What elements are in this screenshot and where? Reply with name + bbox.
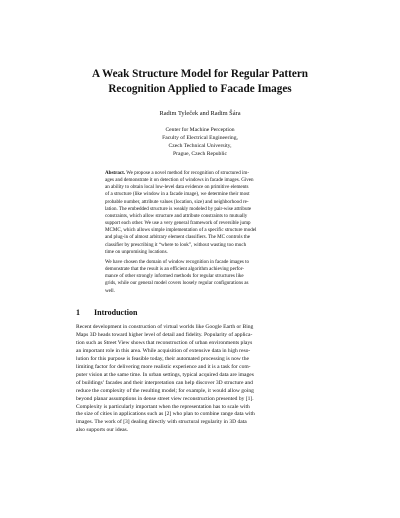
abstract-line: of a structure (like window in a facade image), we determine their most	[105, 191, 250, 198]
section-heading	[76, 308, 137, 318]
abstract-line: MCMC, which allows simple implementation of a specific structure model	[105, 227, 257, 234]
body-text	[76, 324, 324, 435]
abstract-line: classifier by prescribing it “where to look”, without wasting too much	[105, 241, 247, 248]
affiliation	[0, 126, 400, 158]
abstract-line: ages and demonstrate it on detection of windows in facade images. Given	[105, 177, 254, 184]
abstract-keyword: Abstract.	[105, 170, 126, 176]
section-number: 1	[76, 308, 80, 317]
title-line: A Weak Structure Model for Regular Pattern	[91, 68, 309, 80]
title-line: Recognition Applied to Facade Images	[108, 83, 292, 95]
body-line: limiting factor for delivering more realistic experience and it is a task for com-	[76, 363, 251, 370]
body-line: Recent development in construction of virtual worlds like Google Earth or Bing	[76, 324, 254, 330]
body-line: puter vision at the same time. In urban settings, typical acquired data are images	[76, 371, 254, 378]
abstract-line: an ability to obtain local low-level data evidence on primitive elements	[105, 184, 249, 191]
body-line: of buildings’ facades and their interpretation can help discover 3D structure and	[76, 379, 253, 386]
abstract-line: probable number, attribute values (location, size) and neighborhood re-	[105, 198, 249, 205]
abstract-line: We have chosen the domain of window recognition in facade images to	[105, 258, 250, 265]
section-title: Introduction	[94, 308, 138, 317]
body-line: lution for this purpose is feasible today, their automated processing is now the	[76, 355, 249, 362]
abstract-line: constraints, which allow structure and attribute constraints to mutually	[105, 212, 248, 219]
authors: Radim Tyleček and Radim Šára	[159, 110, 241, 117]
abstract-line: demonstrate that the result is an efficient algorithm achieving perfor-	[105, 266, 244, 273]
paper-title	[60, 67, 340, 97]
body-line: also supports our ideas.	[76, 427, 129, 434]
abstract-line: and plug-in of almost arbitrary element classifiers. The MC controls the	[105, 234, 250, 241]
affiliation-line: Faculty of Electrical Engineering,	[162, 135, 238, 141]
body-line: tion such as Street View shows that reconstruction of urban environments plays	[76, 339, 253, 346]
body-line: images. The work of [3] dealing directly with structural regularity in 3D data	[76, 419, 247, 426]
abstract-line: mance of other strongly informed methods for regular structures like	[105, 273, 244, 280]
body-line: Complexity is particularly important when the representation has to scale with	[76, 403, 250, 410]
body-line: reduce the complexity of the resulting model; for example, it would allow going	[76, 387, 254, 394]
body-line: the size of cities in applications such as [2] who plan to combine range data with	[76, 411, 255, 418]
affiliation-line: Prague, Czech Republic	[173, 151, 227, 157]
abstract-line: support each other. We use a very general framework of reversible jump	[105, 220, 251, 227]
abstract-line: lation. The embedded structure is weakly modeled by pair-wise attribute	[105, 205, 252, 212]
abstract-line	[105, 170, 295, 177]
body-line: beyond planar assumptions in dense street view reconstruction presented by [1].	[76, 395, 254, 402]
affiliation-line: Center for Machine Perception	[165, 127, 235, 133]
body-line: Maps 3D heads toward higher level of detail and fidelity. Popularity of applica-	[76, 331, 253, 338]
affiliation-line: Czech Technical University,	[168, 143, 232, 149]
abstract-line: grids, while our general model covers loosely regular configurations as	[105, 280, 249, 287]
abstract-line: well.	[105, 287, 115, 294]
abstract-text: We propose a novel method for recognition of structured im-	[125, 170, 250, 176]
body-line: an important role in this area. While acquisition of extensive data in high reso-	[76, 347, 251, 354]
abstract-line: time on unpromising locations.	[105, 248, 168, 255]
abstract	[105, 170, 295, 295]
